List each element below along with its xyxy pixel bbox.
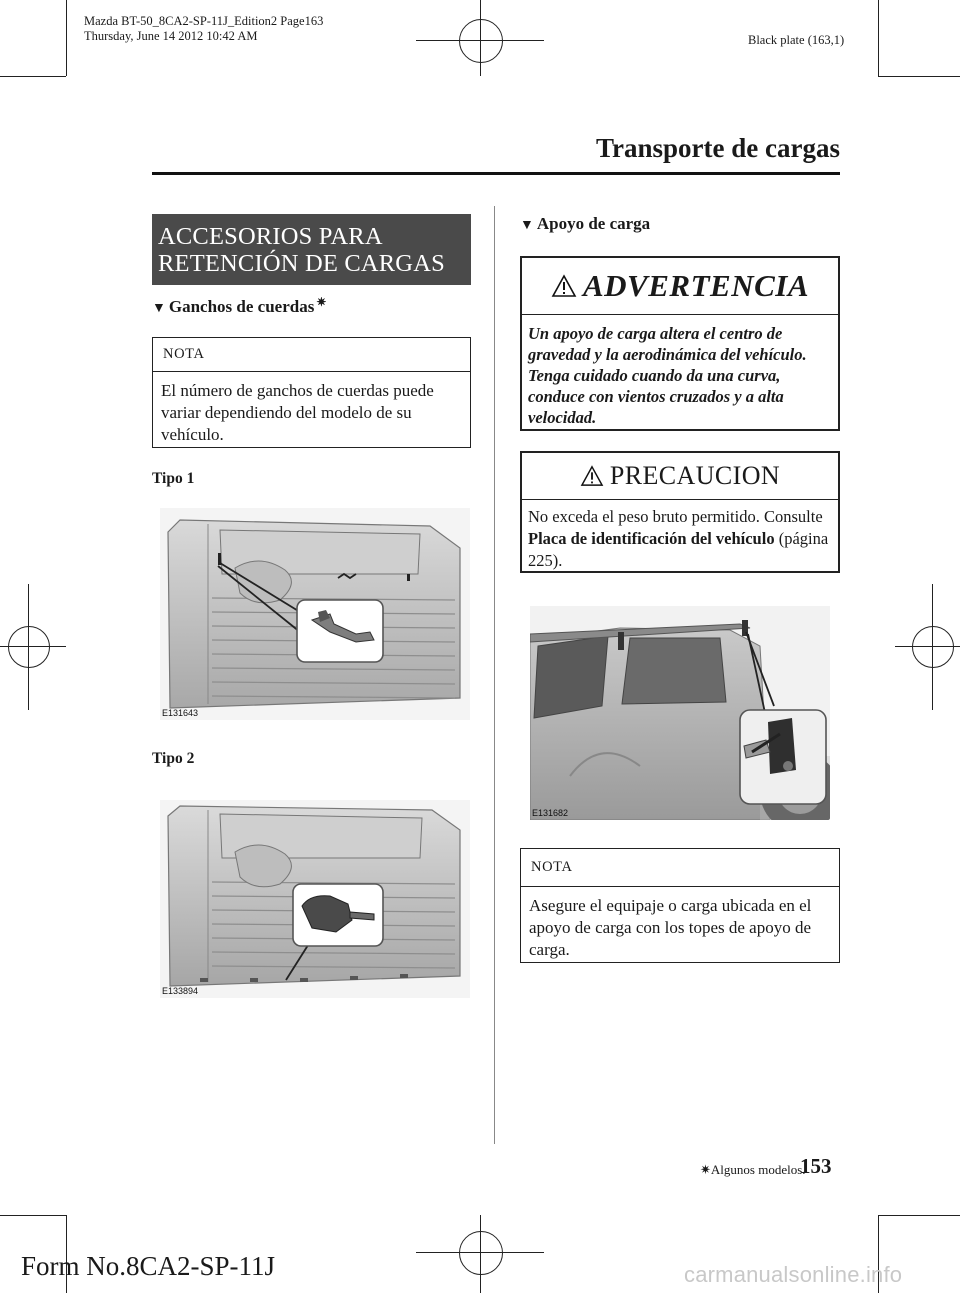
note-title: NOTA [521, 849, 839, 887]
footnote [700, 1162, 806, 1178]
note-title: NOTA [153, 338, 470, 372]
caution-title: PRECAUCION [609, 461, 781, 490]
tipo1-label: Tipo 1 [152, 470, 195, 487]
caution-header [522, 453, 838, 500]
caution-body [522, 500, 838, 582]
banner-line1: ACCESORIOS PARA [158, 223, 383, 250]
print-meta [84, 14, 323, 44]
note-box-apoyo [520, 848, 840, 963]
column-divider [494, 206, 495, 1144]
footnote-star-icon: ✷ [700, 1162, 711, 1177]
warning-body: Un apoyo de carga altera el centro de gravedad y la aerodinámica del vehículo. Tenga cuidado cuando da una curva, conduce con vientos cruzados y a alta velocidad. [528, 324, 807, 427]
caution-box [520, 451, 840, 573]
banner-line2: RETENCIÓN DE CARGAS [158, 250, 445, 277]
subhead-apoyo [520, 214, 650, 234]
page-number: 153 [800, 1154, 832, 1178]
caution-body-post: (página 225). [528, 529, 829, 570]
footnote-text: Algunos modelos. [710, 1162, 806, 1177]
note-box-ganchos [152, 337, 471, 448]
section-title: Transporte de cargas [596, 133, 840, 163]
caution-body-reference: Placa de identificación del vehículo [528, 529, 775, 548]
figure-code-1: E131643 [162, 708, 199, 718]
figure-load-support [530, 606, 830, 820]
figure-rope-hook-type2 [160, 800, 470, 998]
caution-body-pre: No exceda el peso bruto permitido. Consulte [528, 507, 823, 526]
note-body: El número de ganchos de cuerdas puede variar dependiendo del modelo de su vehículo. [161, 381, 434, 444]
warning-triangle-icon [551, 274, 577, 298]
tipo2-label: Tipo 2 [152, 750, 195, 767]
print-meta-line2: Thursday, June 14 2012 10:42 AM [84, 29, 258, 43]
watermark: carmanualsonline.info [684, 1262, 903, 1287]
caution-triangle-icon [580, 465, 604, 487]
warning-title: ADVERTENCIA [582, 268, 809, 303]
figure-code-3: E131682 [532, 808, 569, 818]
warning-box [520, 256, 840, 431]
star-icon: ✷ [316, 295, 327, 309]
subhead-ganchos [152, 295, 326, 317]
warning-header [522, 258, 838, 315]
subhead-text: Ganchos de cuerdas [168, 297, 315, 316]
title-rule [152, 172, 840, 175]
chapter-banner [152, 214, 471, 285]
subhead-text: Apoyo de carga [536, 214, 651, 233]
note-body: Asegure el equipaje o carga ubicada en el apoyo de carga con los topes de apoyo de carga. [529, 896, 812, 959]
triangle-marker-icon: ▼ [520, 218, 534, 233]
triangle-marker-icon: ▼ [152, 301, 166, 316]
plate-label: Black plate (163,1) [748, 33, 845, 47]
print-meta-line1: Mazda BT-50_8CA2-SP-11J_Edition2 Page163 [84, 14, 324, 28]
form-number: Form No.8CA2-SP-11J [21, 1251, 276, 1281]
figure-code-2: E133894 [162, 986, 199, 996]
figure-rope-hook-type1 [160, 508, 470, 720]
